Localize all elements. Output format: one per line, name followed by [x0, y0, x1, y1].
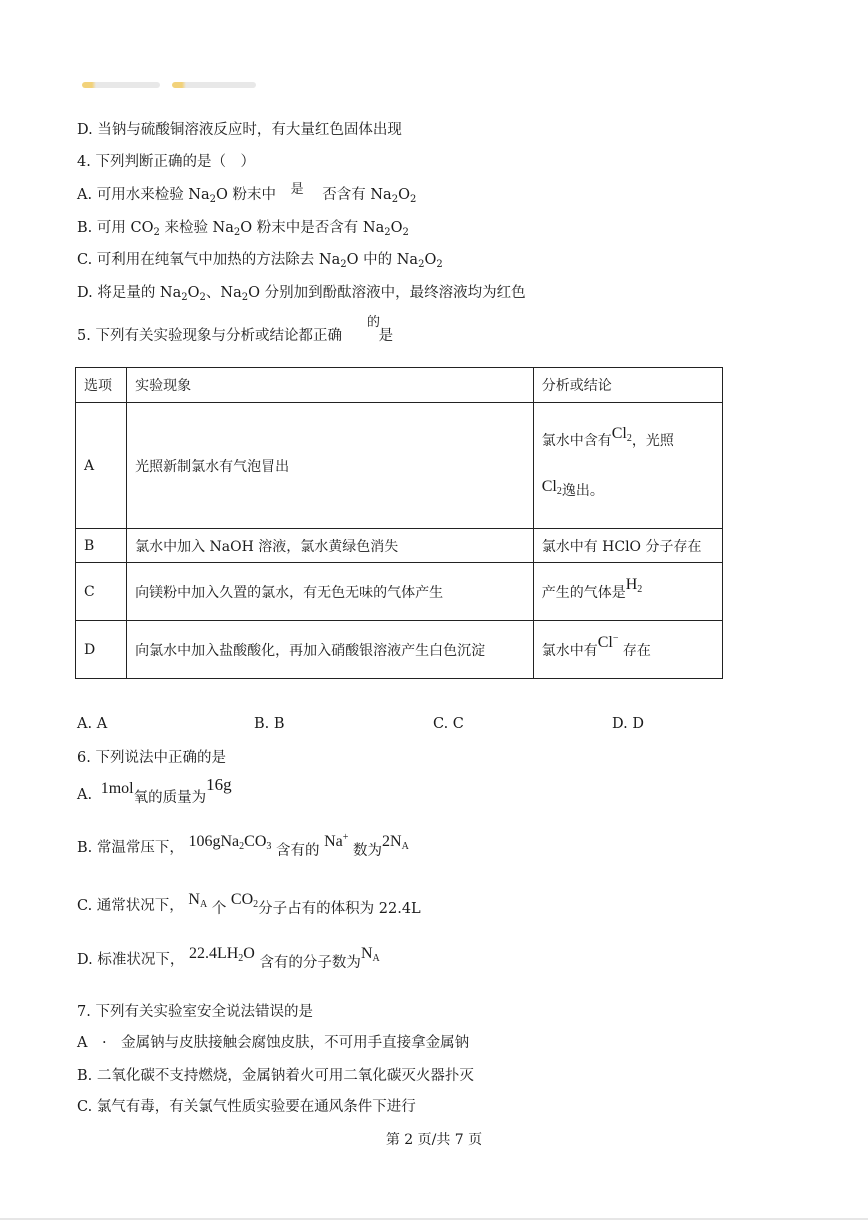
header-mark-left — [82, 82, 160, 88]
header-phenomenon: 实验现象 — [127, 368, 534, 403]
row-conclusion: 产生的气体是$H_2$ — [533, 563, 722, 621]
q6-stem: 6. 下列说法中正确的是 — [77, 750, 226, 766]
q6-option-b: B. 常温常压下， $106gNa_2CO_3$ 含有的 Na+ 数为$2N_A$ — [77, 832, 409, 859]
page-number: 第 2 页/共 7 页 — [385, 1132, 483, 1148]
q6-option-d: D. 标准状况下， $22.4LH_2O$ 含有的分子数为$N_A$ — [77, 945, 380, 971]
header-mark-right — [172, 82, 256, 88]
q4-option-d: D. 将足量的 $Na_2O_2$、$Na_2O$ 分别加到酚酞溶液中，最终溶液均为红色 — [77, 285, 526, 303]
table-row — [76, 403, 723, 529]
row-option: D — [76, 621, 127, 679]
q5-stem: 5. 下列有关实验现象与分析或结论都正确 的 是 — [77, 315, 394, 344]
header-option: 选项 — [76, 368, 127, 403]
choice-a: A. A — [77, 716, 108, 732]
q6-option-c: C. 通常状况下， $N_A$ 个 $CO_2$分子占有的体积为 22.4L — [77, 891, 421, 917]
q5-table — [75, 367, 723, 679]
choice-d: D. D — [612, 716, 644, 732]
q4-option-b: B. 可用 $CO_2$ 来检验 $Na_2O$ 粉末中是否含有 $Na_2O_2$ — [77, 220, 409, 238]
q7-option-c: C. 氯气有毒，有关氯气性质实验要在通风条件下进行 — [77, 1099, 416, 1115]
table-row — [76, 529, 723, 563]
q4-option-a: A. 可用水来检验 $Na_2O$ 粉末中 是 否含有 $Na_2O_2$ — [77, 182, 417, 205]
header-conclusion: 分析或结论 — [533, 368, 722, 403]
scan-edge — [0, 1218, 868, 1220]
table-row — [76, 563, 723, 621]
table-header-row — [76, 368, 723, 403]
q7-option-a: A · 金属钠与皮肤接触会腐蚀皮肤，不可用手直接拿金属钠 — [77, 1035, 470, 1051]
q5-choices — [77, 716, 727, 736]
q4-stem: 4. 下列判断正确的是（ ） — [77, 154, 255, 170]
q4-option-c: C. 可利用在纯氧气中加热的方法除去 $Na_2O$ 中的 $Na_2O_2$ — [77, 252, 443, 270]
row-conclusion: 氯水中含有$Cl_2$，光照 $Cl_2$逸出。 — [533, 403, 722, 529]
row-option: B — [76, 529, 127, 563]
row-phenomenon: 向镁粉中加入久置的氯水，有无色无味的气体产生 — [127, 563, 534, 621]
q7-option-b: B. 二氧化碳不支持燃烧，金属钠着火可用二氧化碳灭火器扑灭 — [77, 1068, 474, 1084]
row-phenomenon: 向氯水中加入盐酸酸化，再加入硝酸银溶液产生白色沉淀 — [127, 621, 534, 679]
row-option: A — [76, 403, 127, 529]
row-phenomenon: 光照新制氯水有气泡冒出 — [127, 403, 534, 529]
q6-option-a: A. 1mol氧的质量为16g — [77, 775, 232, 806]
choice-b: B. B — [254, 716, 285, 732]
row-conclusion: 氯水中有 HClO 分子存在 — [533, 529, 722, 563]
choice-c: C. C — [433, 716, 464, 732]
row-phenomenon: 氯水中加入 NaOH 溶液，氯水黄绿色消失 — [127, 529, 534, 563]
row-conclusion: 氯水中有Cl− 存在 — [533, 621, 722, 679]
q5-stem-floating-char: 的 — [367, 315, 381, 330]
q7-stem: 7. 下列有关实验室安全说法错误的是 — [77, 1004, 313, 1020]
q3-option-d: D. 当钠与硫酸铜溶液反应时，有大量红色固体出现 — [77, 122, 402, 138]
row-option: C — [76, 563, 127, 621]
table-row — [76, 621, 723, 679]
